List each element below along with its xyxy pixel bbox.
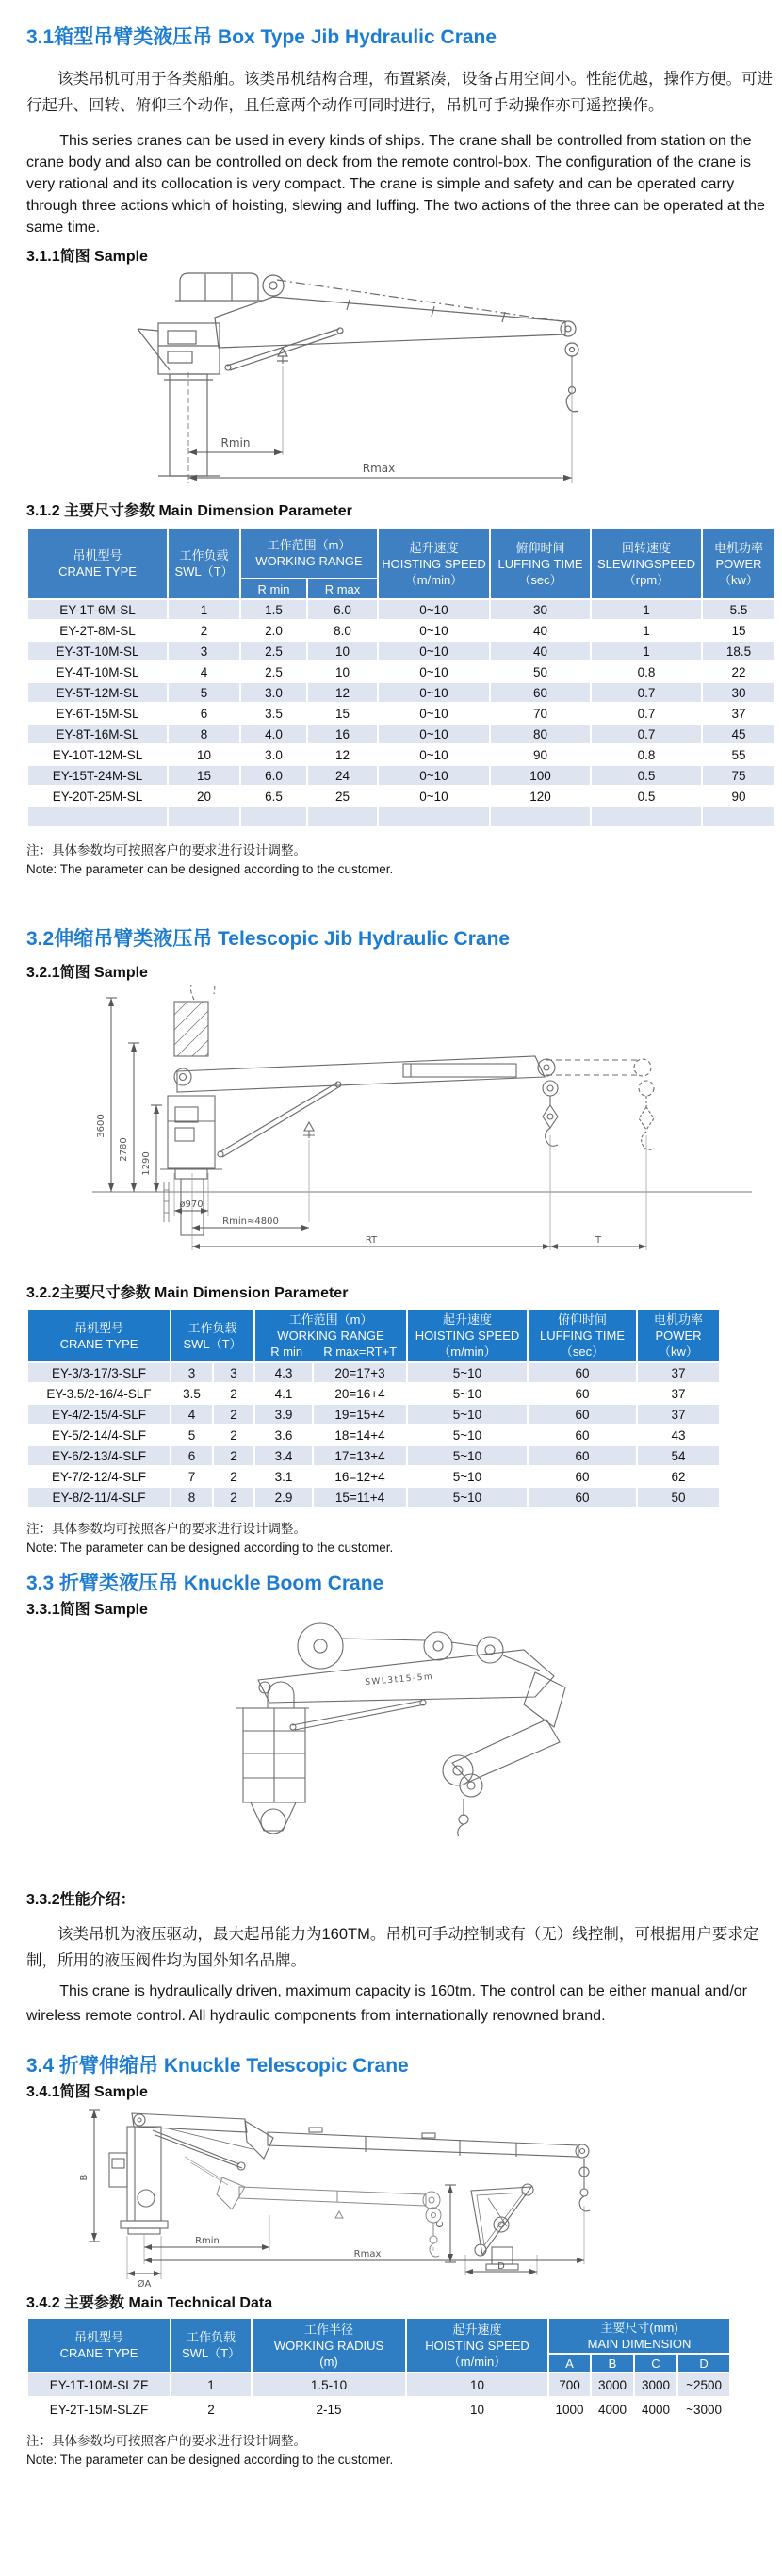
col-hoisting-speed: 起升速度 HOISTING SPEED （m/min） — [406, 2318, 548, 2372]
table-row — [27, 661, 775, 682]
table-cell: 2 — [213, 1487, 254, 1508]
table-cell: 16=12+4 — [313, 1466, 407, 1487]
table-cell: 2 — [171, 2397, 252, 2421]
dim-label-da: ØA — [137, 2279, 152, 2289]
note-cn: 注：具体参数均可按照客户的要求进行设计调整。 — [26, 2434, 306, 2448]
table-cell — [702, 807, 775, 827]
table-row — [27, 620, 775, 641]
table-cell: 16 — [307, 724, 378, 744]
col-crane-type: 吊机型号 CRANE TYPE — [27, 1309, 171, 1362]
table-row — [27, 641, 775, 661]
table-cell: 37 — [637, 1362, 720, 1383]
table-body — [27, 599, 775, 827]
col-r-max: R max — [307, 579, 378, 599]
table-cell: 60 — [528, 1362, 637, 1383]
table-cell: EY-1T-6M-SL — [27, 599, 168, 620]
table-cell: 0~10 — [378, 744, 490, 765]
section-3-4 — [26, 2053, 774, 2470]
table-cell: 1 — [591, 641, 702, 661]
table-cell: 6 — [168, 703, 240, 724]
col-r-min: R min — [270, 1345, 303, 1359]
table-cell: 5~10 — [407, 1487, 528, 1508]
table-cell: 62 — [637, 1466, 720, 1487]
table-cell: 50 — [490, 661, 591, 682]
table-cell — [27, 807, 168, 827]
table-cell: 60 — [528, 1445, 637, 1466]
table-cell: 45 — [702, 724, 775, 744]
table-cell: 60 — [528, 1487, 637, 1508]
col-crane-type — [27, 528, 168, 599]
table-cell: 37 — [637, 1383, 720, 1404]
table-heading-3-4-2: 3.4.2 主要参数 Main Technical Data — [26, 2295, 273, 2311]
table-cell: 40 — [490, 620, 591, 641]
table-cell: 3 — [171, 1362, 213, 1383]
table-cell: 0.7 — [591, 682, 702, 703]
table-row — [27, 1404, 720, 1425]
table-cell: 4 — [168, 661, 240, 682]
table-row — [27, 682, 775, 703]
table-cell: 0.8 — [591, 744, 702, 765]
table-row — [27, 744, 775, 765]
table-cell: 55 — [702, 744, 775, 765]
table-cell: 3 — [213, 1362, 254, 1383]
table-cell: 18=14+4 — [313, 1425, 407, 1445]
table-cell: 2-15 — [252, 2397, 406, 2421]
table-heading-3-1-2: 3.1.2 主要尺寸参数 Main Dimension Parameter — [26, 503, 352, 519]
table-cell: 37 — [637, 1404, 720, 1425]
table-cell: 2.9 — [254, 1487, 313, 1508]
table-cell: 20=16+4 — [313, 1383, 407, 1404]
table-cell: 700 — [548, 2372, 591, 2397]
table-head — [27, 1309, 720, 1362]
table-cell: 60 — [490, 682, 591, 703]
table-cell: 80 — [490, 724, 591, 744]
table-row — [27, 1425, 720, 1445]
table-cell: 12 — [307, 744, 378, 765]
col-crane-en: CRANE TYPE — [58, 564, 137, 579]
table-cell: 3.6 — [254, 1425, 313, 1445]
table-cell: 0~10 — [378, 724, 490, 744]
table-row — [27, 1466, 720, 1487]
table-cell: 1.5 — [240, 599, 307, 620]
table-cell: 3.5 — [240, 703, 307, 724]
table-cell — [490, 807, 591, 827]
table-cell — [378, 807, 490, 827]
dim-label-2780: 2780 — [119, 1137, 129, 1162]
table-cell: 2.5 — [240, 641, 307, 661]
table-cell: EY-1T-10M-SLZF — [27, 2372, 171, 2397]
note-cn: 注：具体参数均可按照客户的要求进行设计调整。 — [26, 843, 306, 857]
col-dim-b: B — [591, 2354, 634, 2372]
sample-heading-3-1-1: 3.1.1简图 Sample — [26, 249, 148, 265]
hook-icon — [566, 393, 578, 412]
col-crane-type: 吊机型号 CRANE TYPE — [27, 2318, 171, 2372]
table-cell: 5 — [168, 682, 240, 703]
crane-drawing — [236, 1623, 565, 1836]
hook-icon — [579, 2196, 590, 2211]
boom-swl-label: SWL3t15-5m — [364, 1671, 434, 1688]
table-cell: 0~10 — [378, 620, 490, 641]
section-3-1-heading: 3.1箱型吊臂类液压吊 Box Type Jib Hydraulic Crane — [26, 26, 497, 48]
table-cell: EY-2T-8M-SL — [27, 620, 168, 641]
col-dim-d: D — [677, 2354, 730, 2372]
table-cell: 20=17+3 — [313, 1362, 407, 1383]
col-swl: 工作负载 SWL（T） — [171, 1309, 254, 1362]
table-cell: 3.4 — [254, 1445, 313, 1466]
table-cell: 6.0 — [307, 599, 378, 620]
table-cell: 6.0 — [240, 765, 307, 786]
table-row — [27, 2372, 730, 2397]
col-dim-c: C — [634, 2354, 677, 2372]
table-cell: EY-8/2-11/4-SLF — [27, 1487, 171, 1508]
section-3-3-heading: 3.3 折臂类液压吊 Knuckle Boom Crane — [26, 1573, 384, 1594]
table-cell: 4.3 — [254, 1362, 313, 1383]
table-cell: 17=13+4 — [313, 1445, 407, 1466]
table-cell: 10 — [406, 2372, 548, 2397]
table-cell: 5.5 — [702, 599, 775, 620]
table-row — [27, 1383, 720, 1404]
table-cell: EY-6/2-13/4-SLF — [27, 1445, 171, 1466]
note-cn: 注：具体参数均可按照客户的要求进行设计调整。 — [26, 1522, 306, 1536]
dim-label-b: B — [79, 2174, 90, 2181]
table-body — [27, 1362, 720, 1508]
dim-label-1290: 1290 — [141, 1151, 152, 1176]
col-power: 电机功率 POWER （kw） — [702, 528, 775, 599]
table-cell: 0~10 — [378, 765, 490, 786]
main-technical-data-table-3-4 — [26, 2317, 731, 2422]
table-cell: 54 — [637, 1445, 720, 1466]
table-cell — [591, 807, 702, 827]
table-cell: 90 — [490, 744, 591, 765]
table-cell: 4 — [171, 1404, 213, 1425]
table-cell: ~3000 — [677, 2397, 730, 2421]
col-main-dimension: 主要尺寸(mm) MAIN DIMENSION — [548, 2318, 730, 2354]
table-cell: 100 — [490, 765, 591, 786]
table-cell — [307, 807, 378, 827]
table-cell: 4000 — [634, 2397, 677, 2421]
table-cell: 7 — [171, 1466, 213, 1487]
col-crane-cn: 吊机型号 — [73, 548, 122, 562]
table-cell: 2 — [213, 1445, 254, 1466]
section-3-1 — [26, 24, 774, 879]
dimension-arrows — [108, 998, 646, 1249]
table-cell: 3.0 — [240, 682, 307, 703]
section-3-1-paragraph-en: This series cranes can be used in every kinds of ships. The crane shall be controlled from station on the crane body and also can be controlled on deck from the remote control-box. The configuration of the crane is very rational and its collocation is very compact. The crane is simple and safety and can be operated carry through three actions which of hoisting, slewing and luffing. The two actions of the three can be operated at the same time. — [26, 133, 765, 236]
table-cell: 8 — [168, 724, 240, 744]
table-row — [27, 703, 775, 724]
table-cell: EY-10T-12M-SL — [27, 744, 168, 765]
hook-icon — [546, 1128, 558, 1146]
table-cell: 50 — [637, 1487, 720, 1508]
table-cell: 5~10 — [407, 1404, 528, 1425]
table-cell: 25 — [307, 786, 378, 807]
col-swl — [168, 528, 240, 599]
table-cell: EY-3T-10M-SL — [27, 641, 168, 661]
table-cell: 2 — [213, 1425, 254, 1445]
section-3-2 — [26, 926, 774, 1557]
section-3-3 — [26, 1571, 774, 2029]
table-cell: 4000 — [591, 2397, 634, 2421]
table-row — [27, 2397, 730, 2421]
table-cell: 0~10 — [378, 682, 490, 703]
hook-icon — [458, 1824, 471, 1836]
col-hoisting-speed: 起升速度 HOISTING SPEED （m/min） — [378, 528, 490, 599]
col-swl-en: SWL（T） — [174, 564, 234, 579]
table-cell: 0.7 — [591, 703, 702, 724]
section-3-1-paragraph-cn: 该类吊机可用于各类船舶。该类吊机结构合理，布置紧凑，设备占用空间小。性能优越，操作方便。可进行起升、回转、俯仰三个动作，且任意两个动作可同时进行，吊机可手动操作亦可遥控操作。 — [26, 71, 773, 114]
table-row — [27, 765, 775, 786]
table-cell: 3 — [168, 641, 240, 661]
table-cell: 60 — [528, 1425, 637, 1445]
main-dimension-table-3-2 — [26, 1308, 721, 1508]
table-cell: 6.5 — [240, 786, 307, 807]
table-cell: EY-5T-12M-SL — [27, 682, 168, 703]
table-cell: 70 — [490, 703, 591, 724]
dim-label-dia970: ø970 — [179, 1199, 204, 1210]
table-cell: 18.5 — [702, 641, 775, 661]
table-cell: EY-15T-24M-SL — [27, 765, 168, 786]
table-cell: 22 — [702, 661, 775, 682]
table-heading-3-2-2: 3.2.2主要尺寸参数 Main Dimension Parameter — [26, 1285, 349, 1301]
crane-drawing — [109, 2113, 590, 2234]
sample-heading-3-3-1: 3.3.1简图 Sample — [26, 1602, 148, 1618]
main-dimension-table-3-1 — [26, 527, 776, 828]
table-cell: 0~10 — [378, 786, 490, 807]
col-r-min: R min — [240, 579, 307, 599]
table-cell: 2.0 — [240, 620, 307, 641]
col-working-range: 工作范围（m） WORKING RANGE R min R max=RT+T — [254, 1309, 407, 1362]
col-swl: 工作负载 SWL（T） — [171, 2318, 252, 2372]
table-cell: 3.9 — [254, 1404, 313, 1425]
table-cell: 90 — [702, 786, 775, 807]
table-row — [27, 1487, 720, 1508]
dim-label-rt: RT — [365, 1235, 378, 1246]
section-3-2-heading: 3.2伸缩吊臂类液压吊 Telescopic Jib Hydraulic Crane — [26, 928, 511, 950]
crane-drawing-folded-position — [471, 2184, 533, 2270]
table-cell: 19=15+4 — [313, 1404, 407, 1425]
table-row — [27, 1445, 720, 1466]
note-en: Note: The parameter can be designed according to the customer. — [26, 862, 394, 876]
table-cell: EY-2T-15M-SLZF — [27, 2397, 171, 2421]
col-luffing-time: 俯仰时间 LUFFING TIME （sec） — [528, 1309, 637, 1362]
table-cell: 4.1 — [254, 1383, 313, 1404]
table-cell: 12 — [307, 682, 378, 703]
col-dim-a: A — [548, 2354, 591, 2372]
col-hoisting-speed: 起升速度 HOISTING SPEED （m/min） — [407, 1309, 528, 1362]
dim-label-rmax: Rmax — [362, 462, 396, 475]
table-cell: 6 — [171, 1445, 213, 1466]
table-cell: 0~10 — [378, 703, 490, 724]
sample-heading-3-2-1: 3.2.1简图 Sample — [26, 965, 148, 981]
col-luffing-time: 俯仰时间 LUFFING TIME （sec） — [490, 528, 591, 599]
table-cell: 10 — [406, 2397, 548, 2421]
table-cell: 10 — [307, 661, 378, 682]
dim-label-rmax: Rmax — [353, 2249, 382, 2259]
dim-label-t: T — [595, 1235, 602, 1246]
table-cell: 60 — [528, 1383, 637, 1404]
dim-label-3600: 3600 — [96, 1114, 106, 1138]
table-cell: 3.5 — [171, 1383, 213, 1404]
crane-drawing-mid-position — [185, 2157, 441, 2257]
table-cell: 1 — [168, 599, 240, 620]
table-cell: 1.5-10 — [252, 2372, 406, 2397]
table-head — [27, 2318, 730, 2372]
table-cell: EY-3/3-17/3-SLF — [27, 1362, 171, 1383]
table-cell: 8 — [171, 1487, 213, 1508]
table-cell: 15 — [168, 765, 240, 786]
table-row — [27, 1362, 720, 1383]
table-row — [27, 599, 775, 620]
table-cell: EY-8T-16M-SL — [27, 724, 168, 744]
table-cell: 15 — [307, 703, 378, 724]
col-range-cn: 工作范围（m） — [267, 538, 351, 552]
col-working-range — [240, 528, 378, 579]
table-cell: 24 — [307, 765, 378, 786]
table-cell: 1 — [171, 2372, 252, 2397]
box-jib-crane-diagram — [26, 269, 774, 487]
table-cell — [168, 807, 240, 827]
table-cell: 2 — [213, 1404, 254, 1425]
table-cell: EY-6T-15M-SL — [27, 703, 168, 724]
dim-label-c: C — [435, 2221, 446, 2228]
table-cell: 1000 — [548, 2397, 591, 2421]
section-3-3-paragraph-cn: 该类吊机为液压驱动，最大起吊能力为160TM。吊机可手动控制或有（无）线控制，可根据用户要求定制，所用的液压阀件均为国外知名品牌。 — [26, 1926, 759, 1969]
telescopic-crane-diagram — [26, 985, 774, 1258]
table-cell: EY-4T-10M-SL — [27, 661, 168, 682]
col-r-max: R max=RT+T — [323, 1345, 398, 1359]
table-cell: 0.7 — [591, 724, 702, 744]
table-cell: 5~10 — [407, 1466, 528, 1487]
table-cell: EY-7/2-12/4-SLF — [27, 1466, 171, 1487]
table-cell: 5~10 — [407, 1425, 528, 1445]
dim-label-rmin: Rmin — [220, 436, 251, 449]
table-cell: 5~10 — [407, 1445, 528, 1466]
table-cell: EY-3.5/2-16/4-SLF — [27, 1383, 171, 1404]
table-cell: 5 — [171, 1425, 213, 1445]
table-cell: 0.5 — [591, 765, 702, 786]
col-slewing-speed: 回转速度 SLEWINGSPEED （rpm） — [591, 528, 702, 599]
col-power: 电机功率 POWER （kw） — [637, 1309, 720, 1362]
table-body — [27, 2372, 730, 2421]
table-cell: 75 — [702, 765, 775, 786]
table-cell: 0.5 — [591, 786, 702, 807]
section-3-3-paragraph-en: This crane is hydraulically driven, maximum capacity is 160tm. The control can be either manual and/or wireless remote control. All hydraulic components from internationally renowned brand. — [26, 1983, 747, 2024]
table-cell: EY-4/2-15/4-SLF — [27, 1404, 171, 1425]
table-cell: 0~10 — [378, 641, 490, 661]
table-cell: 8.0 — [307, 620, 378, 641]
table-cell: 2 — [213, 1383, 254, 1404]
table-cell: EY-20T-25M-SL — [27, 786, 168, 807]
table-cell: 0.8 — [591, 661, 702, 682]
table-row — [27, 786, 775, 807]
table-cell: 15=11+4 — [313, 1487, 407, 1508]
section-3-4-heading: 3.4 折臂伸缩吊 Knuckle Telescopic Crane — [26, 2055, 409, 2077]
table-cell: EY-5/2-14/4-SLF — [27, 1425, 171, 1445]
table-cell: 3.1 — [254, 1466, 313, 1487]
note-en: Note: The parameter can be designed according to the customer. — [26, 2453, 394, 2467]
table-cell: 60 — [528, 1466, 637, 1487]
dim-label-rmin: Rmin — [195, 2236, 220, 2246]
col-working-radius: 工作半径 WORKING RADIUS (m) — [252, 2318, 406, 2372]
table-cell: 20 — [168, 786, 240, 807]
table-cell: 10 — [168, 744, 240, 765]
table-head — [27, 528, 775, 599]
table-row — [27, 724, 775, 744]
note-en: Note: The parameter can be designed according to the customer. — [26, 1541, 394, 1555]
table-cell: 37 — [702, 703, 775, 724]
table-cell: 3000 — [634, 2372, 677, 2397]
knuckle-boom-crane-diagram — [26, 1622, 774, 1836]
table-cell: 30 — [490, 599, 591, 620]
table-cell: 0~10 — [378, 661, 490, 682]
sample-heading-3-4-1: 3.4.1简图 Sample — [26, 2084, 148, 2100]
col-range-en: WORKING RANGE — [255, 554, 363, 568]
table-cell: 120 — [490, 786, 591, 807]
table-cell: 3000 — [591, 2372, 634, 2397]
perf-heading-3-3-2: 3.3.2性能介绍： — [26, 1892, 136, 1908]
knuckle-telescopic-crane-diagram — [26, 2104, 774, 2289]
dim-label-d: D — [497, 2261, 505, 2272]
table-cell: 1 — [591, 599, 702, 620]
col-swl-cn: 工作负载 — [179, 548, 229, 562]
table-row — [27, 807, 775, 827]
table-cell: 15 — [702, 620, 775, 641]
table-cell: 5~10 — [407, 1383, 528, 1404]
table-cell: ~2500 — [677, 2372, 730, 2397]
table-cell: 2 — [213, 1466, 254, 1487]
table-cell: 2 — [168, 620, 240, 641]
table-cell: 30 — [702, 682, 775, 703]
table-cell: 0~10 — [378, 599, 490, 620]
table-cell: 5~10 — [407, 1362, 528, 1383]
table-cell: 1 — [591, 620, 702, 641]
dim-label-rmin: Rmin≈4800 — [222, 1216, 279, 1227]
table-cell: 2.5 — [240, 661, 307, 682]
table-cell — [240, 807, 307, 827]
table-cell: 40 — [490, 641, 591, 661]
table-cell: 43 — [637, 1425, 720, 1445]
table-cell: 60 — [528, 1404, 637, 1425]
table-cell: 3.0 — [240, 744, 307, 765]
table-cell: 10 — [307, 641, 378, 661]
table-cell: 4.0 — [240, 724, 307, 744]
